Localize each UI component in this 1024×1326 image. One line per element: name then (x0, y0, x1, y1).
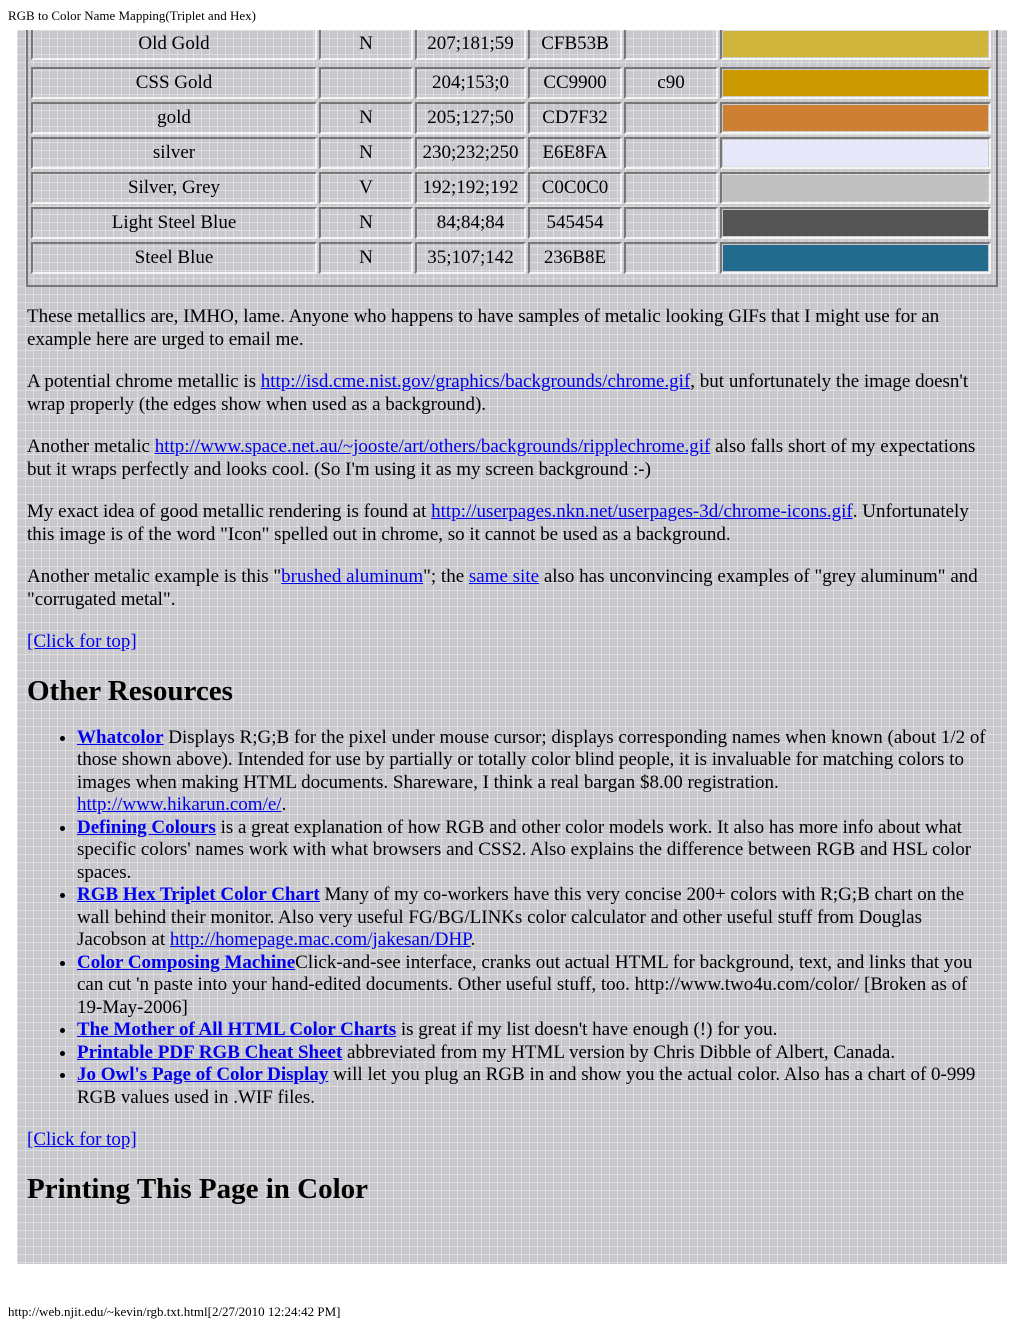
table-row (30, 205, 994, 240)
hex-code-cell: CFB53B (528, 30, 622, 60)
jo-owl-color-display-link[interactable]: Jo Owl's Page of Color Display (77, 1064, 329, 1085)
hex-code-cell: E6E8FA (528, 137, 622, 169)
flag-cell: V (319, 172, 413, 204)
page-body (17, 30, 1007, 1264)
rgb-triplet-cell: 230;232;250 (415, 137, 526, 169)
resources-list (27, 727, 987, 1110)
short-hex-cell (624, 137, 718, 169)
mother-of-all-charts-link[interactable]: The Mother of All HTML Color Charts (77, 1019, 397, 1040)
table-row (30, 170, 994, 205)
table-row (30, 30, 994, 65)
swatch-cell (720, 67, 991, 99)
paragraph-text: also has unconvincing examples of "grey aluminum" and "corrugated metal". (27, 566, 978, 610)
list-item-text: . (281, 794, 287, 815)
flag-cell: N (319, 102, 413, 134)
list-item (77, 727, 987, 817)
click-for-top-link[interactable]: [Click for top] (27, 1129, 137, 1150)
swatch-cell (720, 242, 991, 274)
list-item (77, 1064, 987, 1109)
list-item-text: will let you plug an RGB in and show you the actual color. Also has a chart of 0-999 RGB values used in .WIF files. (77, 1064, 976, 1108)
chrome-icons-gif-link[interactable]: http://userpages.nkn.net/userpages-3d/chrome-icons.gif (431, 501, 853, 522)
color-name-cell: Old Gold (31, 30, 317, 60)
paragraph-text: A potential chrome metallic is (27, 371, 261, 392)
hikarun-link[interactable]: http://www.hikarun.com/e/ (77, 794, 282, 815)
rgb-triplet-cell: 192;192;192 (415, 172, 526, 204)
paragraph-brushed-aluminum (27, 566, 987, 611)
rgb-triplet-cell: 204;153;0 (415, 67, 526, 99)
whatcolor-link[interactable]: Whatcolor (77, 726, 164, 748)
same-site-link[interactable]: same site (468, 566, 540, 587)
list-item-text: Displays R;G;B for the pixel under mouse cursor; displays corresponding names when known (about 1/2 of those shown above). Intended for use by partially or totally color blind people, it is invaluable for matching colors to images when making HTML documents. Shareware, I think a real bargan $8.00 registration. (77, 726, 986, 793)
flag-cell: N (319, 30, 413, 60)
table-row (30, 240, 994, 275)
table-row (30, 100, 994, 135)
rgb-hex-triplet-chart-link[interactable]: RGB Hex Triplet Color Chart (77, 884, 320, 905)
paragraph-text: Another metalic example is this " (27, 566, 282, 587)
list-item (77, 1019, 987, 1042)
printable-pdf-cheat-sheet-link[interactable]: Printable PDF RGB Cheat Sheet (77, 1041, 343, 1063)
paragraph-text: Another metalic (27, 436, 155, 457)
list-item-text: Click-and-see interface, cranks out actual HTML for background, text, and links that you can cut 'n paste into your hand-edited documents. Other useful stuff, too. http://www.two4u.com/color/ [Broken as of 19-May-2006] (77, 951, 973, 1018)
swatch-cell (720, 30, 991, 60)
list-item (77, 817, 987, 885)
color-swatch (723, 31, 988, 57)
top-link-paragraph (27, 631, 987, 654)
swatch-cell (720, 102, 991, 134)
table-row (30, 65, 994, 100)
hex-code-cell: CD7F32 (528, 102, 622, 134)
flag-cell: N (319, 242, 413, 274)
color-name-cell: Steel Blue (31, 242, 317, 274)
color-swatch (723, 210, 988, 236)
swatch-cell (720, 172, 991, 204)
top-link-paragraph (27, 1129, 987, 1152)
color-swatch (723, 175, 988, 201)
color-name-cell: Silver, Grey (31, 172, 317, 204)
list-item-text: is great if my list doesn't have enough (!) for you. (396, 1019, 778, 1040)
list-item (77, 1042, 987, 1065)
list-item-text: is a great explanation of how RGB and other color models work. It also has more info about what specific colors' names work with what browsers and CSS2. Also explains the difference between RGB and HSL color spaces. (77, 816, 972, 883)
hex-code-cell: 236B8E (528, 242, 622, 274)
jakesan-dhp-link[interactable]: http://homepage.mac.com/jakesan/DHP (169, 929, 471, 950)
color-swatch (723, 245, 988, 271)
color-name-cell: Light Steel Blue (31, 207, 317, 239)
short-hex-cell: c90 (624, 67, 718, 99)
rgb-triplet-cell: 205;127;50 (415, 102, 526, 134)
rgb-triplet-cell: 35;107;142 (415, 242, 526, 274)
paragraph-text: , but unfortunately the image doesn't wrap properly (the edges show when used as a background). (27, 371, 969, 415)
hex-code-cell: 545454 (528, 207, 622, 239)
paragraph-text: also falls short of my expectations but it wraps perfectly and looks cool. (So I'm using it as my screen background :-) (27, 436, 976, 480)
list-item (77, 884, 987, 952)
rgb-triplet-cell: 84;84;84 (415, 207, 526, 239)
flag-cell (319, 67, 413, 99)
color-table (26, 30, 998, 287)
short-hex-cell (624, 30, 718, 60)
print-header-title: RGB to Color Name Mapping(Triplet and Hex) (8, 8, 256, 23)
defining-colours-link[interactable]: Defining Colours (77, 816, 216, 838)
heading-other-resources: Other Resources (27, 674, 233, 707)
list-item-text: abbreviated from my HTML version by Chris Dibble of Albert, Canada. (342, 1041, 896, 1063)
main-content (27, 306, 987, 1225)
paragraph-chrome-icons (27, 501, 987, 546)
ripplechrome-gif-link[interactable]: http://www.space.net.au/~jooste/art/others/backgrounds/ripplechrome.gif (154, 436, 711, 457)
color-name-cell: silver (31, 137, 317, 169)
hex-code-cell: CC9900 (528, 67, 622, 99)
short-hex-cell (624, 242, 718, 274)
short-hex-cell (624, 172, 718, 204)
rgb-triplet-cell: 207;181;59 (415, 30, 526, 60)
brushed-aluminum-link[interactable]: brushed aluminum (281, 566, 424, 587)
paragraph-chrome (27, 371, 987, 416)
color-swatch (723, 70, 988, 96)
print-footer-url: http://web.njit.edu/~kevin/rgb.txt.html[2/27/2010 12:24:42 PM] (8, 1304, 341, 1319)
flag-cell: N (319, 207, 413, 239)
paragraph-text: "; the (423, 566, 469, 587)
paragraph-text: My exact idea of good metallic rendering is found at (27, 501, 432, 522)
color-swatch (723, 140, 988, 166)
chrome-gif-link[interactable]: http://isd.cme.nist.gov/graphics/backgrounds/chrome.gif (260, 371, 691, 392)
heading-printing-in-color: Printing This Page in Color (27, 1172, 369, 1205)
list-item-text: Many of my co-workers have this very concise 200+ colors with R;G;B chart on the wall behind their monitor. Also very useful FG/BG/LINKs color calculator and other useful stuff from Douglas Jacobson at (77, 884, 965, 950)
short-hex-cell (624, 102, 718, 134)
list-item-text: . (470, 929, 476, 950)
hex-code-cell: C0C0C0 (528, 172, 622, 204)
color-composing-machine-link[interactable]: Color Composing Machine (77, 951, 296, 973)
paragraph-text: . Unfortunately this image is of the word "Icon" spelled out in chrome, so it cannot be used as a background. (27, 501, 969, 545)
swatch-cell (720, 207, 991, 239)
swatch-cell (720, 137, 991, 169)
color-swatch (723, 105, 988, 131)
list-item (77, 952, 987, 1020)
table-row (30, 135, 994, 170)
short-hex-cell (624, 207, 718, 239)
paragraph-metallics-lame: These metallics are, IMHO, lame. Anyone who happens to have samples of metalic looking GIFs that I might use for an example here are urged to email me. (27, 306, 940, 350)
color-name-cell: CSS Gold (31, 67, 317, 99)
click-for-top-link[interactable]: [Click for top] (27, 631, 137, 652)
paragraph-ripplechrome (27, 436, 987, 481)
color-name-cell: gold (31, 102, 317, 134)
flag-cell: N (319, 137, 413, 169)
